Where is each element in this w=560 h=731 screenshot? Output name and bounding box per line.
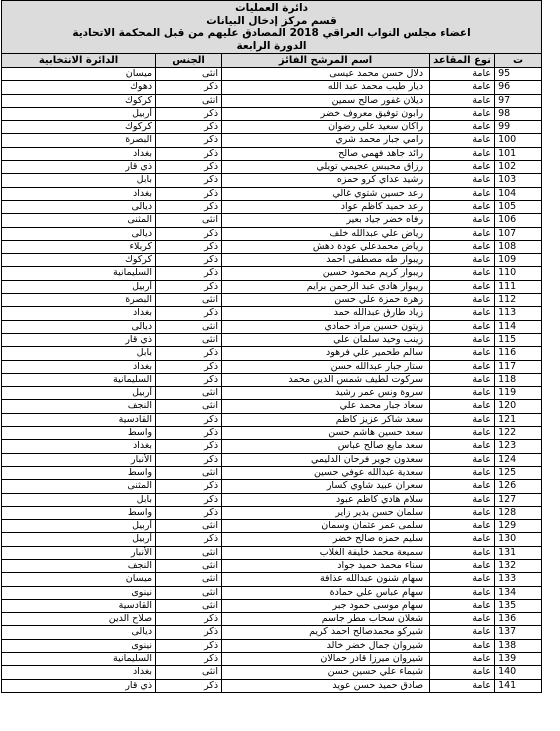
table-row [2, 440, 542, 453]
table-body [2, 68, 542, 693]
cell-gender: ذكر [156, 254, 222, 267]
cell-name: سعدية عبدالله عوفي حسين [222, 466, 430, 479]
cell-gender: ذكر [156, 480, 222, 493]
cell-name: ديلان غفور صالح سمين [222, 94, 430, 107]
cell-seat-type: عامة [430, 493, 495, 506]
cell-num: 98 [495, 107, 542, 120]
cell-seat-type: عامة [430, 666, 495, 679]
cell-num: 101 [495, 147, 542, 160]
cell-constituency: السليمانية [2, 373, 156, 386]
cell-gender: ذكر [156, 533, 222, 546]
cell-gender: ذكر [156, 360, 222, 373]
cell-gender: انثى [156, 520, 222, 533]
cell-name: سعدون جوير فرحان الدليمي [222, 453, 430, 466]
cell-gender: ذكر [156, 453, 222, 466]
cell-num: 124 [495, 453, 542, 466]
cell-constituency: ديالى [2, 227, 156, 240]
cell-num: 100 [495, 134, 542, 147]
cell-gender: ذكر [156, 639, 222, 652]
cell-gender: انثى [156, 466, 222, 479]
cell-seat-type: عامة [430, 280, 495, 293]
cell-seat-type: عامة [430, 121, 495, 134]
table-row [2, 81, 542, 94]
cell-seat-type: عامة [430, 546, 495, 559]
cell-num: 102 [495, 161, 542, 174]
cell-constituency: ذي قار [2, 333, 156, 346]
cell-name: رائد جاهد فهمي صالح [222, 147, 430, 160]
cell-num: 131 [495, 546, 542, 559]
cell-constituency: ميسان [2, 68, 156, 81]
cell-seat-type: عامة [430, 626, 495, 639]
cell-seat-type: عامة [430, 639, 495, 652]
cell-constituency: السليمانية [2, 653, 156, 666]
cell-gender: انثى [156, 573, 222, 586]
table-row [2, 453, 542, 466]
cell-name: سركوت لطيف شمس الدين محمد [222, 373, 430, 386]
cell-num: 104 [495, 187, 542, 200]
cell-name: ريبوار طه مصطفى احمد [222, 254, 430, 267]
cell-seat-type: عامة [430, 453, 495, 466]
cell-seat-type: عامة [430, 413, 495, 426]
document-page [1, 0, 541, 693]
cell-seat-type: عامة [430, 427, 495, 440]
cell-num: 128 [495, 506, 542, 519]
cell-num: 115 [495, 333, 542, 346]
table-row [2, 161, 542, 174]
cell-gender: ذكر [156, 267, 222, 280]
cell-constituency: ديالى [2, 626, 156, 639]
cell-seat-type: عامة [430, 107, 495, 120]
cell-name: زيتون حسين مراد حمادي [222, 320, 430, 333]
cell-num: 116 [495, 347, 542, 360]
table-row [2, 480, 542, 493]
cell-name: سعد حسين هاشم حسن [222, 427, 430, 440]
cell-constituency: أربيل [2, 387, 156, 400]
cell-gender: ذكر [156, 174, 222, 187]
cell-num: 109 [495, 254, 542, 267]
cell-name: صادق حميد حسن عويد [222, 679, 430, 692]
cell-gender: انثى [156, 586, 222, 599]
cell-name: رعد حسين شتوي غالي [222, 187, 430, 200]
cell-num: 123 [495, 440, 542, 453]
cell-name: سميعة محمد خليفة الغلاب [222, 546, 430, 559]
cell-seat-type: عامة [430, 559, 495, 572]
table-row [2, 559, 542, 572]
table-row [2, 639, 542, 652]
cell-num: 97 [495, 94, 542, 107]
cell-name: سهام عباس علي حمادة [222, 586, 430, 599]
cell-constituency: بغداد [2, 307, 156, 320]
table-row [2, 174, 542, 187]
cell-gender: ذكر [156, 506, 222, 519]
cell-name: سلام هادي كاظم عبود [222, 493, 430, 506]
cell-gender: ذكر [156, 493, 222, 506]
cell-name: سلمان حسن بدير زاير [222, 506, 430, 519]
cell-gender: ذكر [156, 147, 222, 160]
cell-seat-type: عامة [430, 506, 495, 519]
cell-num: 118 [495, 373, 542, 386]
cell-seat-type: عامة [430, 613, 495, 626]
cell-seat-type: عامة [430, 307, 495, 320]
cell-constituency: واسط [2, 506, 156, 519]
cell-name: شيركو محمدصالح احمد كريم [222, 626, 430, 639]
cell-num: 132 [495, 559, 542, 572]
cell-constituency: القادسية [2, 413, 156, 426]
cell-num: 130 [495, 533, 542, 546]
cell-gender: انثى [156, 400, 222, 413]
cell-constituency: صلاح الدين [2, 613, 156, 626]
cell-gender: ذكر [156, 200, 222, 213]
cell-name: سلمى عمر عثمان وسمان [222, 520, 430, 533]
cell-gender: انثى [156, 333, 222, 346]
cell-gender: ذكر [156, 440, 222, 453]
cell-name: سعاد جبار محمد علي [222, 400, 430, 413]
table-row [2, 347, 542, 360]
cell-seat-type: عامة [430, 586, 495, 599]
cell-seat-type: عامة [430, 134, 495, 147]
cell-gender: ذكر [156, 187, 222, 200]
cell-seat-type: عامة [430, 294, 495, 307]
table-row [2, 599, 542, 612]
cell-name: دلال حسن محمد عيسى [222, 68, 430, 81]
cell-seat-type: عامة [430, 333, 495, 346]
cell-gender: انثى [156, 546, 222, 559]
cell-num: 134 [495, 586, 542, 599]
cell-num: 108 [495, 240, 542, 253]
cell-name: راكان سعيد علي رضوان [222, 121, 430, 134]
cell-gender: ذكر [156, 679, 222, 692]
table-row [2, 227, 542, 240]
cell-gender: انثى [156, 387, 222, 400]
cell-seat-type: عامة [430, 227, 495, 240]
table-row [2, 666, 542, 679]
table-row [2, 493, 542, 506]
cell-constituency: الأنبار [2, 453, 156, 466]
cell-constituency: بغداد [2, 187, 156, 200]
cell-seat-type: عامة [430, 400, 495, 413]
cell-constituency: بابل [2, 493, 156, 506]
cell-seat-type: عامة [430, 679, 495, 692]
cell-constituency: النجف [2, 559, 156, 572]
cell-num: 133 [495, 573, 542, 586]
table-row [2, 107, 542, 120]
table-row [2, 360, 542, 373]
cell-num: 140 [495, 666, 542, 679]
cell-name: سالم طحمير علي فرهود [222, 347, 430, 360]
cell-constituency: نينوى [2, 639, 156, 652]
cell-num: 120 [495, 400, 542, 413]
cell-num: 95 [495, 68, 542, 81]
col-header-name: اسم المرشح الفائز [222, 54, 430, 68]
cell-gender: ذكر [156, 107, 222, 120]
table-row [2, 427, 542, 440]
cell-name: شيروان جمال خضر خالد [222, 639, 430, 652]
cell-num: 114 [495, 320, 542, 333]
cell-name: ريبوار كريم محمود حسين [222, 267, 430, 280]
table-row [2, 613, 542, 626]
table-row [2, 267, 542, 280]
table-row [2, 320, 542, 333]
cell-seat-type: عامة [430, 466, 495, 479]
table-row [2, 280, 542, 293]
cell-constituency: كركوك [2, 94, 156, 107]
cell-gender: ذكر [156, 653, 222, 666]
cell-constituency: أربيل [2, 107, 156, 120]
cell-name: رعد حميد كاظم عواد [222, 200, 430, 213]
cell-seat-type: عامة [430, 81, 495, 94]
cell-seat-type: عامة [430, 187, 495, 200]
cell-seat-type: عامة [430, 360, 495, 373]
table-row [2, 466, 542, 479]
table-row [2, 134, 542, 147]
cell-seat-type: عامة [430, 440, 495, 453]
cell-constituency: السليمانية [2, 267, 156, 280]
cell-name: رياض علي عبدالله خلف [222, 227, 430, 240]
cell-gender: انثى [156, 214, 222, 227]
cell-constituency: أربيل [2, 280, 156, 293]
table-row [2, 200, 542, 213]
cell-constituency: القادسية [2, 599, 156, 612]
cell-num: 119 [495, 387, 542, 400]
table-row [2, 307, 542, 320]
cell-num: 113 [495, 307, 542, 320]
table-row [2, 546, 542, 559]
cell-constituency: واسط [2, 427, 156, 440]
cell-constituency: المثنى [2, 480, 156, 493]
cell-gender: انثى [156, 94, 222, 107]
header-line-3: اعضاء مجلس النواب العراقي 2018 المصادق عليهم من قبل المحكمة الاتحادية [72, 27, 471, 39]
cell-constituency: واسط [2, 466, 156, 479]
cell-gender: ذكر [156, 626, 222, 639]
cell-gender: ذكر [156, 413, 222, 426]
cell-gender: ذكر [156, 307, 222, 320]
cell-name: رامي جبار محمد شري [222, 134, 430, 147]
table-row [2, 240, 542, 253]
cell-name: رشيد عداي كرو حمزه [222, 174, 430, 187]
table-row [2, 333, 542, 346]
cell-seat-type: عامة [430, 347, 495, 360]
cell-name: شيروان ميرزا قادر حمالان [222, 653, 430, 666]
cell-gender: انثى [156, 320, 222, 333]
cell-name: زهرة حمزة علي حسن [222, 294, 430, 307]
cell-name: رفاه خضر جياد بعير [222, 214, 430, 227]
cell-seat-type: عامة [430, 387, 495, 400]
cell-name: زينب وحيد سلمان علي [222, 333, 430, 346]
cell-name: شيماء علي حسين حسن [222, 666, 430, 679]
cell-name: سناء محمد حميد جواد [222, 559, 430, 572]
cell-num: 96 [495, 81, 542, 94]
cell-seat-type: عامة [430, 573, 495, 586]
table-row [2, 68, 542, 81]
table-row [2, 586, 542, 599]
cell-seat-type: عامة [430, 94, 495, 107]
cell-seat-type: عامة [430, 240, 495, 253]
table-row [2, 533, 542, 546]
cell-seat-type: عامة [430, 480, 495, 493]
cell-gender: ذكر [156, 427, 222, 440]
cell-num: 121 [495, 413, 542, 426]
cell-gender: انثى [156, 68, 222, 81]
cell-seat-type: عامة [430, 533, 495, 546]
cell-name: سليم حمزه صالح خضر [222, 533, 430, 546]
table-row [2, 413, 542, 426]
cell-name: شعلان سحاب مطر جاسم [222, 613, 430, 626]
cell-constituency: ذي قار [2, 679, 156, 692]
cell-gender: ذكر [156, 280, 222, 293]
cell-num: 99 [495, 121, 542, 134]
cell-constituency: ديالى [2, 320, 156, 333]
cell-seat-type: عامة [430, 599, 495, 612]
cell-constituency: بغداد [2, 360, 156, 373]
cell-gender: ذكر [156, 161, 222, 174]
cell-num: 141 [495, 679, 542, 692]
cell-name: سهام شنون عبدالله عذافة [222, 573, 430, 586]
table-row [2, 506, 542, 519]
cell-num: 135 [495, 599, 542, 612]
header-line-1: دائرة العمليات [235, 2, 308, 14]
table-row [2, 679, 542, 692]
cell-name: سروة ونس عمر رشيد [222, 387, 430, 400]
col-header-gender: الجنس [156, 54, 222, 68]
header-line-2: قسم مركز إدخال البيانات [206, 14, 337, 27]
cell-num: 138 [495, 639, 542, 652]
cell-gender: انثى [156, 666, 222, 679]
cell-constituency: أربيل [2, 533, 156, 546]
cell-num: 125 [495, 466, 542, 479]
cell-seat-type: عامة [430, 200, 495, 213]
col-header-constituency: الدائرة الانتخابية [2, 54, 156, 68]
cell-constituency: بابل [2, 347, 156, 360]
cell-constituency: ميسان [2, 573, 156, 586]
cell-name: ريبوار هادي عبد الرحمن برايم [222, 280, 430, 293]
cell-name: سعد مايع صالح عباس [222, 440, 430, 453]
cell-seat-type: عامة [430, 254, 495, 267]
cell-name: زياد طارق عبدالله حمد [222, 307, 430, 320]
cell-gender: ذكر [156, 121, 222, 134]
table-row [2, 121, 542, 134]
col-header-num: ت [495, 54, 542, 68]
cell-gender: ذكر [156, 227, 222, 240]
cell-num: 117 [495, 360, 542, 373]
cell-name: سعد شاكر عزيز كاظم [222, 413, 430, 426]
cell-constituency: النجف [2, 400, 156, 413]
cell-seat-type: عامة [430, 174, 495, 187]
cell-constituency: البصرة [2, 134, 156, 147]
table-row [2, 94, 542, 107]
cell-seat-type: عامة [430, 320, 495, 333]
table-row [2, 626, 542, 639]
cell-gender: ذكر [156, 81, 222, 94]
cell-seat-type: عامة [430, 520, 495, 533]
cell-gender: ذكر [156, 347, 222, 360]
table-row [2, 254, 542, 267]
cell-constituency: بابل [2, 174, 156, 187]
table-row [2, 147, 542, 160]
header-line-4: الدورة الرابعة [236, 39, 307, 52]
cell-constituency: كركوك [2, 254, 156, 267]
cell-seat-type: عامة [430, 267, 495, 280]
table-row [2, 400, 542, 413]
cell-gender: انثى [156, 599, 222, 612]
table-row [2, 187, 542, 200]
cell-constituency: ذي قار [2, 161, 156, 174]
table-row [2, 520, 542, 533]
col-header-seat-type: نوع المقاعد [430, 54, 495, 68]
cell-num: 126 [495, 480, 542, 493]
cell-gender: ذكر [156, 613, 222, 626]
cell-constituency: المثنى [2, 214, 156, 227]
cell-name: رابون توفيق معروف خضر [222, 107, 430, 120]
table-row [2, 373, 542, 386]
cell-num: 139 [495, 653, 542, 666]
cell-name: رزاق محيبس عجيمي تويلي [222, 161, 430, 174]
cell-constituency: البصرة [2, 294, 156, 307]
cell-constituency: الأنبار [2, 546, 156, 559]
cell-name: رياض محمدعلي عودة دهش [222, 240, 430, 253]
cell-seat-type: عامة [430, 147, 495, 160]
cell-constituency: ديالى [2, 200, 156, 213]
table-row [2, 653, 542, 666]
cell-gender: انثى [156, 559, 222, 572]
cell-gender: انثى [156, 294, 222, 307]
cell-num: 107 [495, 227, 542, 240]
cell-num: 111 [495, 280, 542, 293]
cell-constituency: أربيل [2, 520, 156, 533]
cell-num: 127 [495, 493, 542, 506]
cell-num: 137 [495, 626, 542, 639]
cell-name: سعران عبيد شاوي كسار [222, 480, 430, 493]
members-table [1, 0, 542, 693]
cell-num: 122 [495, 427, 542, 440]
cell-seat-type: عامة [430, 373, 495, 386]
cell-num: 136 [495, 613, 542, 626]
cell-name: ستار جبار عبدالله حسن [222, 360, 430, 373]
cell-num: 103 [495, 174, 542, 187]
table-row [2, 214, 542, 227]
table-row [2, 387, 542, 400]
cell-constituency: دهوك [2, 81, 156, 94]
cell-seat-type: عامة [430, 161, 495, 174]
table-row [2, 573, 542, 586]
table-row [2, 294, 542, 307]
cell-gender: ذكر [156, 240, 222, 253]
cell-seat-type: عامة [430, 68, 495, 81]
cell-num: 110 [495, 267, 542, 280]
document-header [2, 1, 542, 54]
cell-num: 106 [495, 214, 542, 227]
cell-constituency: بغداد [2, 666, 156, 679]
cell-constituency: بغداد [2, 440, 156, 453]
cell-constituency: كركوك [2, 121, 156, 134]
column-header-row [2, 54, 542, 68]
cell-gender: ذكر [156, 373, 222, 386]
cell-constituency: بغداد [2, 147, 156, 160]
cell-constituency: كربلاء [2, 240, 156, 253]
cell-num: 129 [495, 520, 542, 533]
cell-num: 112 [495, 294, 542, 307]
cell-num: 105 [495, 200, 542, 213]
cell-name: سهام موسى حمود جبر [222, 599, 430, 612]
cell-seat-type: عامة [430, 214, 495, 227]
cell-gender: ذكر [156, 134, 222, 147]
cell-name: ديار طيب محمد عبد الله [222, 81, 430, 94]
cell-constituency: نينوى [2, 586, 156, 599]
cell-seat-type: عامة [430, 653, 495, 666]
